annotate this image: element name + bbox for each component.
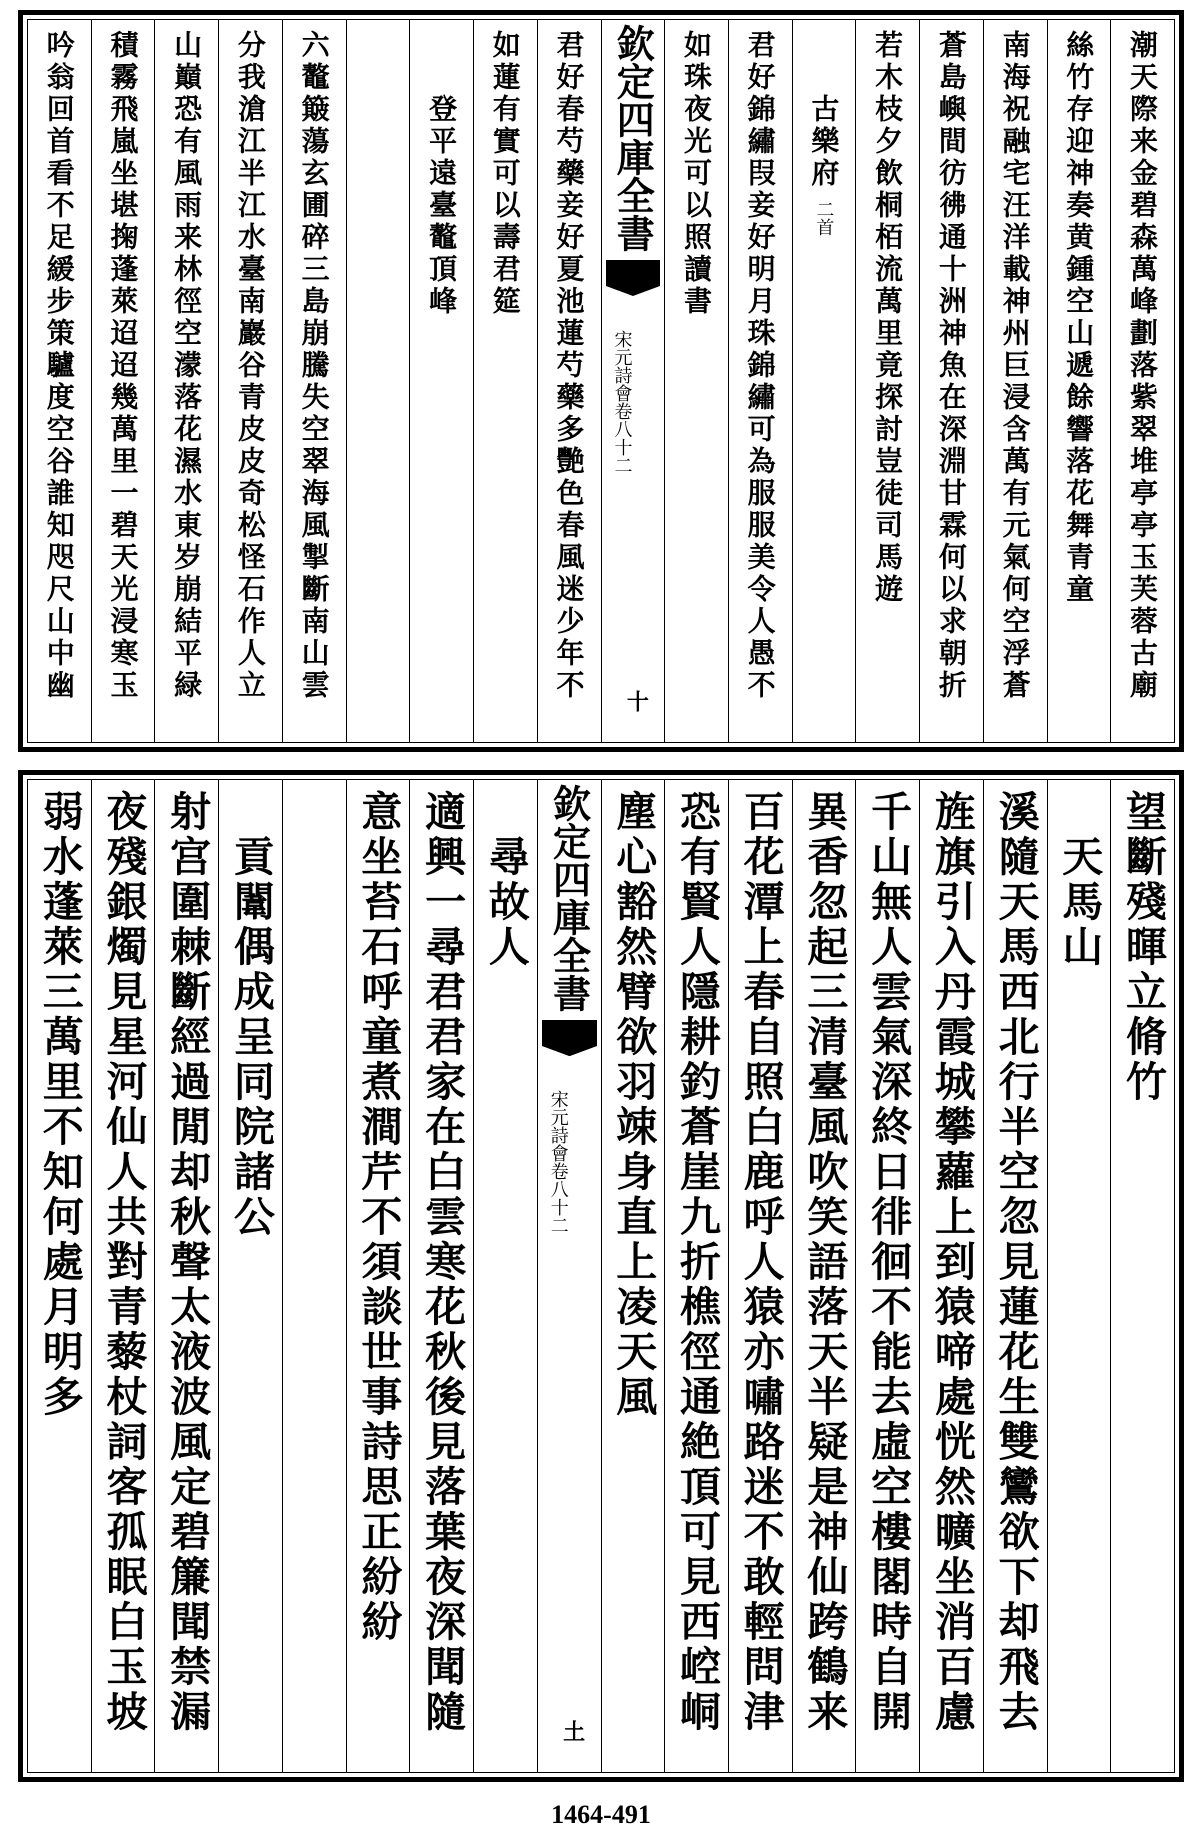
- verse-line: 射宫圍棘斷經過閒却秋聲太液波風定碧簾聞禁漏: [163, 790, 212, 1735]
- verse-line: 君好錦繡叚妾好明月珠錦繡可為服服美令人愚不: [743, 30, 777, 702]
- page-footer-number: 1464-491: [551, 1800, 651, 1829]
- text-column: [664, 780, 728, 1772]
- text-column: [409, 780, 473, 1772]
- lower-page-inner-frame: [27, 779, 1175, 1773]
- upper-page-inner-frame: [27, 19, 1175, 743]
- verse-line: 如蓮有實可以壽君筵: [488, 30, 522, 318]
- verse-line: 千山無人雲氣深終日徘徊不能去虛空樓閣時自開: [864, 790, 913, 1735]
- text-column: [792, 20, 856, 742]
- verse-line: 溪隨天馬西北行半空忽見蓮花生雙鸞欲下却飛去: [991, 790, 1040, 1735]
- text-column: [218, 780, 282, 1772]
- upper-page-frame: [18, 10, 1184, 752]
- text-column: [473, 20, 537, 742]
- text-column: [91, 20, 155, 742]
- verse-line: 意坐苔石呼童煮澗芹不須談世事詩思正紛紛: [354, 790, 403, 1645]
- verse-line: 君好春芍藥妾好夏池蓮芍藥多艷色春風迷少年不: [552, 30, 586, 702]
- verse-line: 南海祝融宅汪洋載神州巨浸含萬有元氣何空浮蒼: [998, 30, 1032, 702]
- text-column: [282, 20, 346, 742]
- text-column: [537, 20, 601, 742]
- text-column: [346, 20, 410, 742]
- annotation-note: 二首: [813, 200, 835, 236]
- folio-number: 土: [559, 1720, 586, 1742]
- text-column: [919, 780, 983, 1772]
- text-column: [154, 20, 218, 742]
- text-column: [728, 780, 792, 1772]
- book-title: 欽定四庫全書: [546, 784, 592, 1012]
- text-column: [855, 20, 919, 742]
- verse-line: 旌旗引入丹霞城攀蘿上到猿啼處恍然曠坐消百慮: [927, 790, 976, 1735]
- verse-line: 積霧飛嵐坐堪掬蓬萊迢迢幾萬里一碧天光浸寒玉: [106, 30, 140, 702]
- verse-line: 百花潭上春自照白鹿呼人猿亦嘯路迷不敢輕問津: [736, 790, 785, 1735]
- text-column: [473, 780, 537, 1772]
- verse-line: 塵心豁然臂欲羽竦身直上凌天風: [609, 790, 658, 1420]
- volume-label: 宋元詩會卷八十二: [547, 1090, 569, 1234]
- text-column: [1110, 780, 1174, 1772]
- book-title: 欽定四庫全書: [610, 24, 656, 252]
- verse-line: 若木枝夕飲桐栢流萬里竟探討豈徒司馬遊: [871, 30, 905, 606]
- centre-fold-column: [601, 20, 665, 742]
- verse-line: 適興一尋君君家在白雲寒花秋後見落葉夜深聞隨: [418, 790, 467, 1735]
- text-column: [1047, 20, 1111, 742]
- text-column: [601, 780, 665, 1772]
- verse-line: 登平遠臺鼇頂峰: [425, 94, 459, 318]
- verse-line: 絲竹存迎神奏黄鍾空山遞餘響落花舞青童: [1062, 30, 1096, 606]
- verse-line: 夜殘銀燭見星河仙人共對青藜杖詞客孤眠白玉坡: [99, 790, 148, 1735]
- text-column: [154, 780, 218, 1772]
- verse-line: 吟翁回首看不足緩步策驢度空谷誰知咫尺山中幽: [42, 30, 76, 702]
- text-column: [919, 20, 983, 742]
- verse-line: 貢闈偶成呈同院諸公: [226, 835, 275, 1240]
- verse-line: 古樂府: [807, 94, 841, 190]
- text-column: [218, 20, 282, 742]
- verse-line: 山巔恐有風雨来林徑空濛落花濕水東岁崩結平緑: [170, 30, 204, 702]
- text-column: [1110, 20, 1174, 742]
- text-column: [855, 780, 919, 1772]
- text-column: [91, 780, 155, 1772]
- centre-fold-column: [537, 780, 601, 1772]
- verse-line: 望斷殘暉立脩竹: [1119, 790, 1167, 1105]
- folio-number: 十: [623, 690, 650, 712]
- fishtail-mark: [542, 1020, 597, 1046]
- text-column: [282, 780, 346, 1772]
- text-column: [983, 780, 1047, 1772]
- verse-line: 分我滄江半江水臺南巖谷青皮皮奇松怪石作人立: [233, 30, 267, 702]
- text-column: [983, 20, 1047, 742]
- fishtail-mark: [606, 260, 661, 286]
- text-column: [409, 20, 473, 742]
- text-column: [664, 20, 728, 742]
- lower-page-frame: [18, 770, 1184, 1782]
- verse-line: 潮天際来金碧森萬峰劃落紫翠堆亭亭玉芙蓉古廟: [1126, 30, 1159, 702]
- verse-line: 如珠夜光可以照讀書: [679, 30, 713, 318]
- text-column: [27, 20, 91, 742]
- text-column: [728, 20, 792, 742]
- text-column: [1047, 780, 1111, 1772]
- verse-line: 弱水蓬萊三萬里不知何處月明多: [35, 790, 84, 1420]
- volume-label: 宋元詩會卷八十二: [611, 330, 633, 474]
- verse-line: 蒼島嶼間彷彿通十洲神魚在深淵甘霖何以求朝折: [934, 30, 968, 702]
- verse-line: 異香忽起三清臺風吹笑語落天半疑是神仙跨鶴来: [800, 790, 849, 1735]
- text-column: [792, 780, 856, 1772]
- verse-line: 恐有賢人隱耕釣蒼崖九折樵徑通絶頂可見西崆峒: [672, 790, 721, 1735]
- verse-line: 天馬山: [1055, 835, 1104, 970]
- text-column: [346, 780, 410, 1772]
- text-column: [27, 780, 91, 1772]
- verse-line: 六鼇簸蕩玄圃碎三島崩騰失空翠海風掣斷南山雲: [297, 30, 331, 702]
- verse-line: 尋故人: [481, 835, 530, 970]
